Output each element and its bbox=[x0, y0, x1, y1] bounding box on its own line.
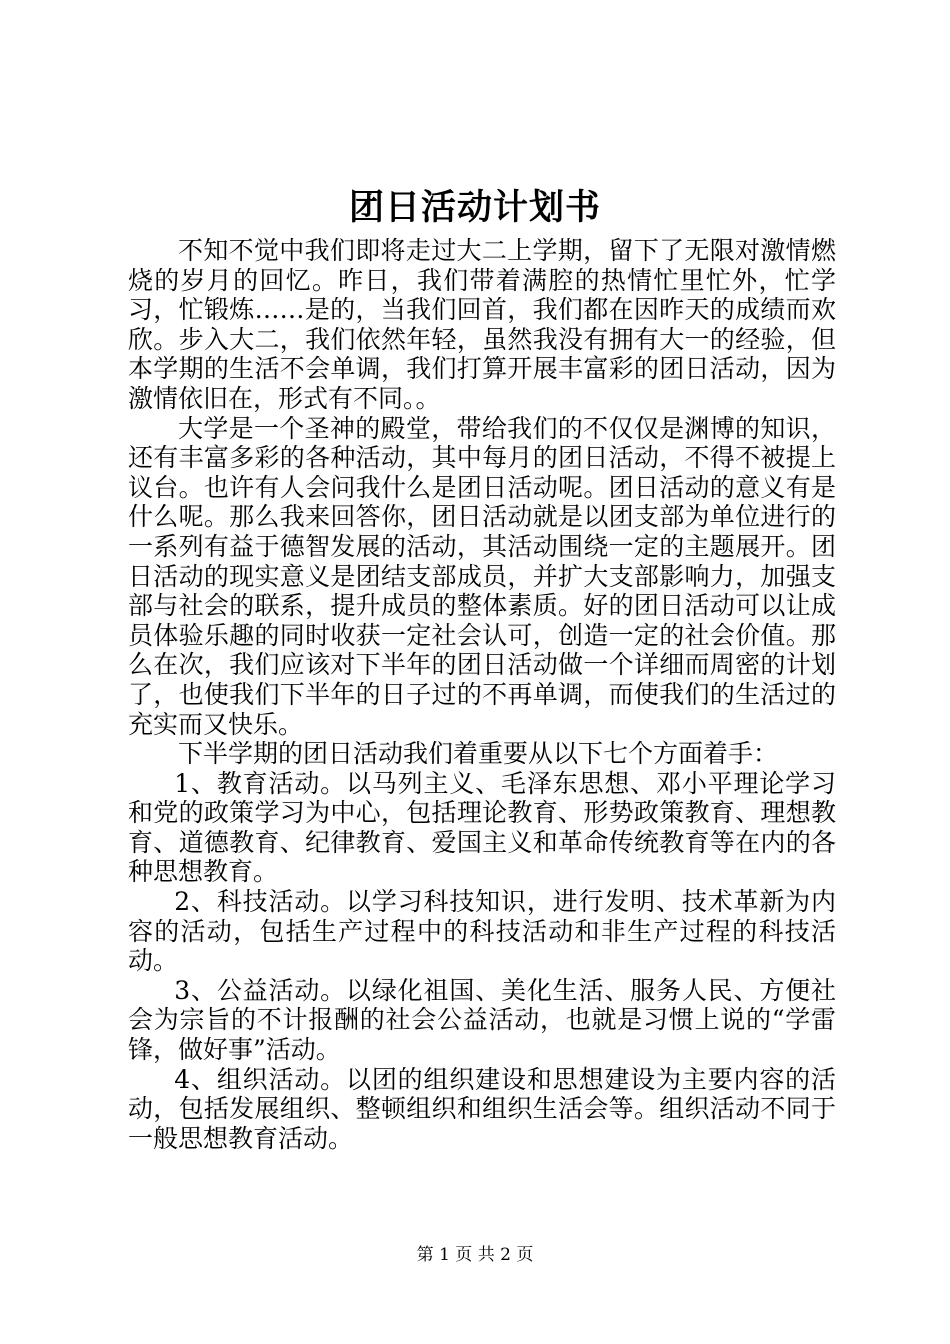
paragraph-intro: 不知不觉中我们即将走过大二上学期，留下了无限对激情燃烧的岁月的回忆。昨日，我们带着满腔的热情忙里忙外，忙学习，忙锻炼……是的，当我们回首，我们都在因昨天的成绩而欢欣。步入大二，我们依然年轻，虽然我没有拥有大一的经验，但本学期的生活不会单调，我们打算开展丰富彩的团日活动，因为激情依旧在，形式有不同。。 bbox=[128, 236, 836, 413]
paragraph-item-technology: 2、科技活动。以学习科技知识，进行发明、技术革新为内容的活动，包括生产过程中的科技活动和非生产过程的科技活动。 bbox=[128, 887, 836, 976]
page-number-footer: 第 1 页 共 2 页 bbox=[416, 1245, 534, 1265]
paragraph-item-public-welfare: 3、公益活动。以绿化祖国、美化生活、服务人民、方便社会为宗旨的不计报酬的社会公益活动，也就是习惯上说的“学雷锋，做好事”活动。 bbox=[128, 975, 836, 1065]
document-body bbox=[128, 236, 836, 1153]
document-title: 团日活动计划书 bbox=[348, 187, 601, 228]
paragraph-item-education: 1、教育活动。以马列主义、毛泽东思想、邓小平理论学习和党的政策学习为中心，包括理论教育、形势政策教育、理想教育、道德教育、纪律教育、爱国主义和革命传统教育等在内的各种思想教育。 bbox=[128, 768, 836, 887]
paragraph-item-organization: 4、组织活动。以团的组织建设和思想建设为主要内容的活动，包括发展组织、整顿组织和组织生活会等。组织活动不同于一般思想教育活动。 bbox=[128, 1064, 836, 1153]
paragraph-overview: 下半学期的团日活动我们着重要从以下七个方面着手： bbox=[178, 739, 779, 769]
paragraph-definition: 大学是一个圣神的殿堂，带给我们的不仅仅是渊博的知识，还有丰富多彩的各种活动，其中每月的团日活动，不得不被提上议台。也许有人会问我什么是团日活动呢。团日活动的意义有是什么呢。那么我来回答你，团日活动就是以团支部为单位进行的一系列有益于德智发展的活动，其活动围绕一定的主题展开。团日活动的现实意义是团结支部成员，并扩大支部影响力，加强支部与社会的联系，提升成员的整体素质。好的团日活动可以让成员体验乐趣的同时收获一定社会认可，创造一定的社会价值。那么在次，我们应该对下半年的团日活动做一个详细而周密的计划了，也使我们下半年的日子过的不再单调，而使我们的生活过的充实而又快乐。 bbox=[128, 413, 836, 739]
